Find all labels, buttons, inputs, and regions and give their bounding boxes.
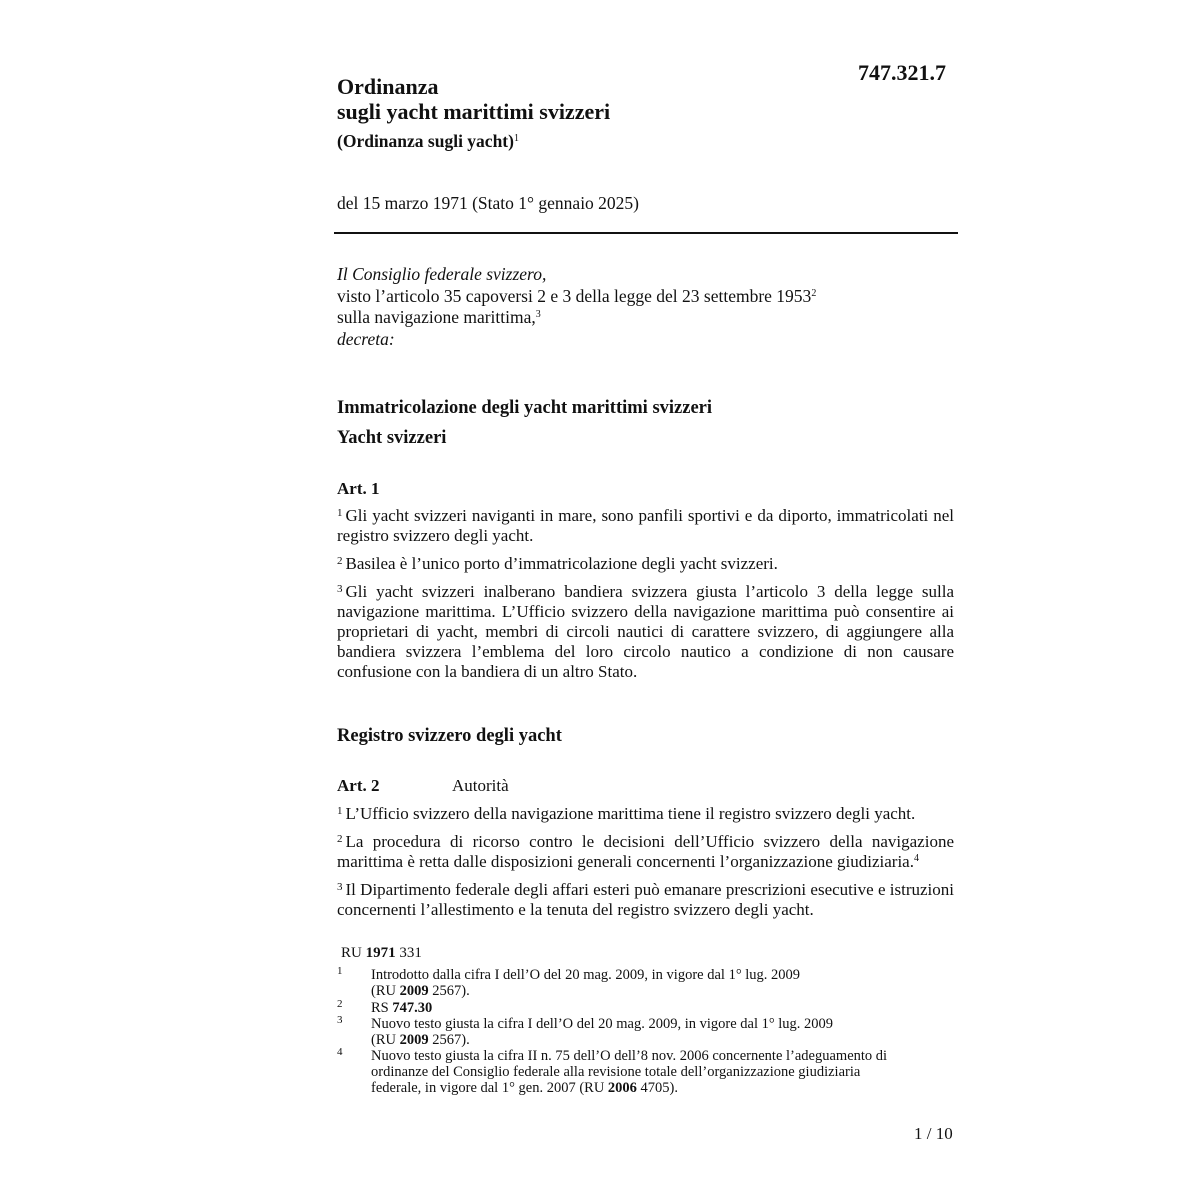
footnote-ru-year: 2009 — [399, 1032, 429, 1048]
article-2-title: Autorità — [452, 776, 509, 795]
footnote-ru-page: 2567 — [432, 983, 462, 999]
paragraph-text: La procedura di ricorso contro le decisioni dell’Ufficio svizzero della navigazione marittima è retta dalle disposizioni generali concernenti l’organizzazione giudiziaria. — [337, 832, 954, 871]
footnote-ru-prefix: RU — [375, 983, 396, 999]
paragraph-number: 2 — [337, 833, 343, 845]
footnote-ref-4[interactable]: 4 — [913, 853, 919, 864]
paragraph-number: 2 — [337, 555, 343, 567]
footnote-number: 4 — [337, 1046, 343, 1058]
article-1-paragraph-2 — [337, 554, 954, 574]
ru-page: 331 — [399, 945, 422, 961]
title-short-text: (Ordinanza sugli yacht) — [337, 131, 514, 151]
footnote-line: Nuovo testo giusta la cifra II n. 75 dell’O dell’8 nov. 2006 concernente l’adeguamento di — [371, 1048, 888, 1064]
footnote-ref-2[interactable]: 2 — [811, 288, 817, 299]
footnote-number: 1 — [337, 965, 343, 977]
paragraph-number: 3 — [337, 881, 343, 893]
document-title — [337, 74, 610, 154]
title-line-1: Ordinanza — [337, 74, 439, 99]
preamble-basis-line-1: visto l’articolo 35 capoversi 2 e 3 della legge del 23 settembre 1953 — [337, 286, 812, 306]
article-1-paragraph-1 — [337, 506, 954, 546]
title-short — [337, 129, 610, 154]
ru-prefix: RU — [341, 945, 362, 961]
footnote-ru-year: 2006 — [607, 1080, 637, 1096]
preamble-basis — [337, 286, 816, 328]
footnote-rs-ref[interactable]: 747.30 — [392, 1000, 433, 1016]
footnote-text: Nuovo testo giusta la cifra II n. 75 dell’O dell’8 nov. 2006 concernente l’adeguamento di ordinanze del Consiglio federale alla revisione totale dell’organizzazione giudiziaria federale, in vigore dal 1° gen. 2007 (RU 2006 4705). — [371, 1048, 888, 1096]
section-heading-1: Immatricolazione degli yacht marittimi svizzeri — [337, 398, 713, 418]
footnote-text: Introdotto dalla cifra I dell’O del 20 mag. 2009, in vigore dal 1° lug. 2009 (RU 2009 2567). — [371, 967, 801, 999]
title-line-2: sugli yacht marittimi svizzeri — [337, 99, 611, 124]
footnote-ru-page: 4705 — [640, 1080, 670, 1096]
footnote-line: ordinanze del Consiglio federale alla revisione totale dell’organizzazione giudiziaria — [371, 1064, 861, 1080]
footnote-ru-page: 2567 — [432, 1032, 462, 1048]
footnote-line: Nuovo testo giusta la cifra I dell’O del 20 mag. 2009, in vigore dal 1° lug. 2009 — [371, 1016, 834, 1032]
preamble-decree: decreta: — [337, 329, 395, 349]
article-2-label: Art. 2 — [337, 776, 380, 795]
footnote-ru-prefix: RU — [375, 1032, 396, 1048]
footnote-rs-prefix: RS — [371, 1000, 389, 1016]
article-2-paragraph-3 — [337, 880, 954, 920]
preamble-basis-line-2: sulla navigazione marittima, — [337, 307, 536, 327]
page-number: 1 / 10 — [914, 1124, 953, 1143]
preamble — [337, 263, 816, 351]
footnote-number: 3 — [337, 1014, 343, 1026]
paragraph-number: 1 — [337, 507, 343, 519]
paragraph-text: Basilea è l’unico porto d’immatricolazione degli yacht svizzeri. — [345, 554, 778, 573]
footnote-text: Nuovo testo giusta la cifra I dell’O del 20 mag. 2009, in vigore dal 1° lug. 2009 (RU 2009 2567). — [371, 1016, 834, 1048]
footnote-ru-year: 2009 — [399, 983, 429, 999]
section-heading-2: Registro svizzero degli yacht — [337, 726, 562, 746]
footnote-number: 2 — [337, 998, 343, 1010]
article-2-paragraph-1 — [337, 804, 954, 824]
article-1-paragraph-3 — [337, 582, 954, 682]
preamble-authority: Il Consiglio federale svizzero, — [337, 264, 547, 284]
paragraph-number: 1 — [337, 805, 343, 817]
ru-reference — [341, 945, 422, 962]
document-date: del 15 marzo 1971 (Stato 1° gennaio 2025) — [337, 193, 640, 213]
sr-number: 747.321.7 — [858, 60, 946, 85]
footnote-line: federale, in vigore dal 1° gen. 2007 (RU — [371, 1080, 605, 1096]
section-subheading-1: Yacht svizzeri — [337, 428, 447, 448]
footnote-line: Introdotto dalla cifra I dell’O del 20 mag. 2009, in vigore dal 1° lug. 2009 — [371, 967, 801, 983]
article-2-paragraph-2 — [337, 832, 954, 872]
footnote-text — [371, 1000, 957, 1016]
ru-year: 1971 — [365, 945, 396, 961]
paragraph-text: Gli yacht svizzeri inalberano bandiera svizzera giusta l’articolo 3 della legge sulla navigazione marittima. L’Ufficio svizzero della navigazione marittima può consentire ai proprietari di yacht, membri di circoli nautici di carattere svizzero, di aggiungere alla bandiera svizzera l’emblema del loro circolo nautico a condizione di non causare confusione con la bandiera di un altro Stato. — [337, 582, 954, 681]
paragraph-number: 3 — [337, 583, 343, 595]
footnote-ref-1[interactable]: 1 — [513, 133, 519, 144]
header-divider — [334, 232, 958, 234]
paragraph-text: Gli yacht svizzeri naviganti in mare, sono panfili sportivi e da diporto, immatricolati nel registro svizzero degli yacht. — [337, 506, 954, 545]
article-1-label: Art. 1 — [337, 479, 380, 498]
paragraph-text: Il Dipartimento federale degli affari esteri può emanare prescrizioni esecutive e istruzioni concernenti l’allestimento e la tenuta del registro svizzero degli yacht. — [337, 880, 954, 919]
footnote-ref-3[interactable]: 3 — [535, 309, 541, 320]
paragraph-text: L’Ufficio svizzero della navigazione marittima tiene il registro svizzero degli yacht. — [345, 804, 916, 823]
